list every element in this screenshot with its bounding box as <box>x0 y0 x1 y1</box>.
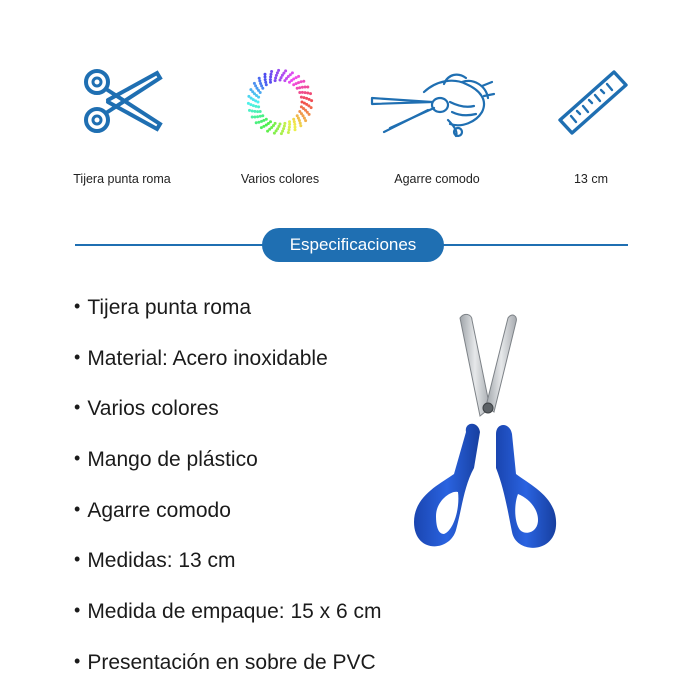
color-dot <box>270 70 273 73</box>
color-dot <box>298 86 301 89</box>
color-dot <box>269 75 272 78</box>
section-title: Especificaciones <box>262 228 444 262</box>
color-dot <box>310 106 313 109</box>
spec-text: Presentación en sobre de PVC <box>87 650 376 674</box>
color-dot <box>288 128 291 131</box>
feature-colors <box>205 62 355 186</box>
color-dot <box>300 96 303 99</box>
color-dot <box>256 115 259 118</box>
color-dot <box>297 75 300 78</box>
spec-list <box>74 293 382 699</box>
color-dot <box>248 109 251 112</box>
bullet-icon: • <box>74 498 81 519</box>
color-dot <box>253 116 256 119</box>
color-dot <box>247 102 250 105</box>
color-dot <box>264 75 267 78</box>
color-dot <box>251 116 254 119</box>
spec-item <box>74 496 382 547</box>
divider-left <box>75 244 265 246</box>
color-dot <box>253 110 256 113</box>
color-dot <box>301 86 304 89</box>
ruler-icon <box>516 62 666 142</box>
color-dot <box>264 73 267 76</box>
color-dot <box>265 83 268 86</box>
color-dot <box>288 120 291 123</box>
color-dot <box>293 123 296 126</box>
color-dot <box>269 81 272 84</box>
color-dot <box>251 110 254 113</box>
spec-text: Material: Acero inoxidable <box>87 346 328 370</box>
color-dot <box>266 130 269 133</box>
color-dot <box>308 113 311 116</box>
feature-label: Agarre comodo <box>394 172 480 186</box>
color-dot <box>253 82 256 85</box>
color-dot <box>269 78 272 81</box>
color-dot <box>259 110 262 113</box>
color-dot <box>257 105 260 108</box>
bullet-icon: • <box>74 549 81 570</box>
scissors-icon <box>47 62 197 142</box>
color-dot <box>258 79 261 82</box>
color-dot <box>287 131 290 134</box>
spec-item <box>74 546 382 597</box>
bullet-icon: • <box>74 600 81 621</box>
color-dot <box>296 87 299 90</box>
color-dot <box>302 80 305 83</box>
color-dot <box>298 119 301 122</box>
spec-text: Agarre comodo <box>87 498 231 522</box>
bullet-icon: • <box>74 397 81 418</box>
spec-text: Varios colores <box>87 397 219 421</box>
hand-grip-icon <box>362 62 512 142</box>
color-dot <box>274 79 277 82</box>
color-dot <box>260 126 263 129</box>
spec-text: Medida de empaque: 15 x 6 cm <box>87 600 382 624</box>
color-dot <box>274 77 277 80</box>
color-dot <box>255 121 258 124</box>
bullet-icon: • <box>74 448 81 469</box>
spec-item <box>74 394 382 445</box>
color-dot <box>273 132 276 135</box>
color-dot <box>304 119 307 122</box>
color-dot <box>297 81 300 84</box>
color-dot <box>270 73 273 76</box>
spec-text: Medidas: 13 cm <box>87 549 236 573</box>
color-dot <box>257 121 260 124</box>
spec-item <box>74 648 382 699</box>
color-dot <box>306 86 309 89</box>
color-dot <box>259 82 262 85</box>
color-dot <box>247 95 250 98</box>
color-dot <box>260 120 263 123</box>
color-dot <box>258 77 261 80</box>
spec-text: Tijera punta roma <box>87 296 252 319</box>
color-dot <box>306 92 309 95</box>
color-dot <box>304 91 307 94</box>
product-scissors-image <box>400 308 570 558</box>
color-dot <box>304 86 307 89</box>
color-dot <box>283 122 286 125</box>
color-dot <box>310 99 313 102</box>
color-dot <box>300 80 303 83</box>
color-dot <box>294 126 297 129</box>
feature-size <box>516 62 666 186</box>
spec-text: Mango de plástico <box>87 448 258 472</box>
color-dot <box>288 123 291 126</box>
feature-label: Tijera punta roma <box>73 172 171 186</box>
bullet-icon: • <box>74 650 81 671</box>
feature-label: Varios colores <box>240 172 320 186</box>
color-dot <box>303 96 306 99</box>
spec-item <box>74 344 342 395</box>
color-dot <box>249 88 252 91</box>
feature-label: 13 cm <box>573 172 609 186</box>
color-dot <box>288 126 291 129</box>
color-dot <box>256 110 259 113</box>
feature-grip <box>362 62 512 186</box>
spec-item <box>74 293 382 344</box>
color-dot <box>298 91 301 94</box>
color-dot <box>292 118 295 121</box>
color-dot <box>264 78 267 81</box>
spec-item <box>74 597 382 648</box>
color-dot <box>294 128 297 131</box>
color-dot <box>291 71 294 74</box>
divider-right <box>440 244 628 246</box>
color-ring-icon <box>205 62 355 142</box>
color-dot <box>299 122 302 125</box>
color-dot <box>280 132 283 135</box>
spec-item <box>74 445 382 496</box>
color-dot <box>259 115 262 118</box>
color-dot <box>261 114 264 117</box>
color-dot <box>284 69 287 72</box>
color-dot <box>255 105 258 108</box>
color-dot <box>299 124 302 127</box>
color-dot <box>283 125 286 128</box>
color-dot <box>264 81 267 84</box>
color-dot <box>277 69 280 72</box>
bullet-icon: • <box>74 296 81 316</box>
color-dot <box>301 91 304 94</box>
bullet-icon: • <box>74 346 81 367</box>
feature-blunt-tip <box>47 62 197 186</box>
color-dot <box>309 92 312 95</box>
color-dot <box>293 120 296 123</box>
